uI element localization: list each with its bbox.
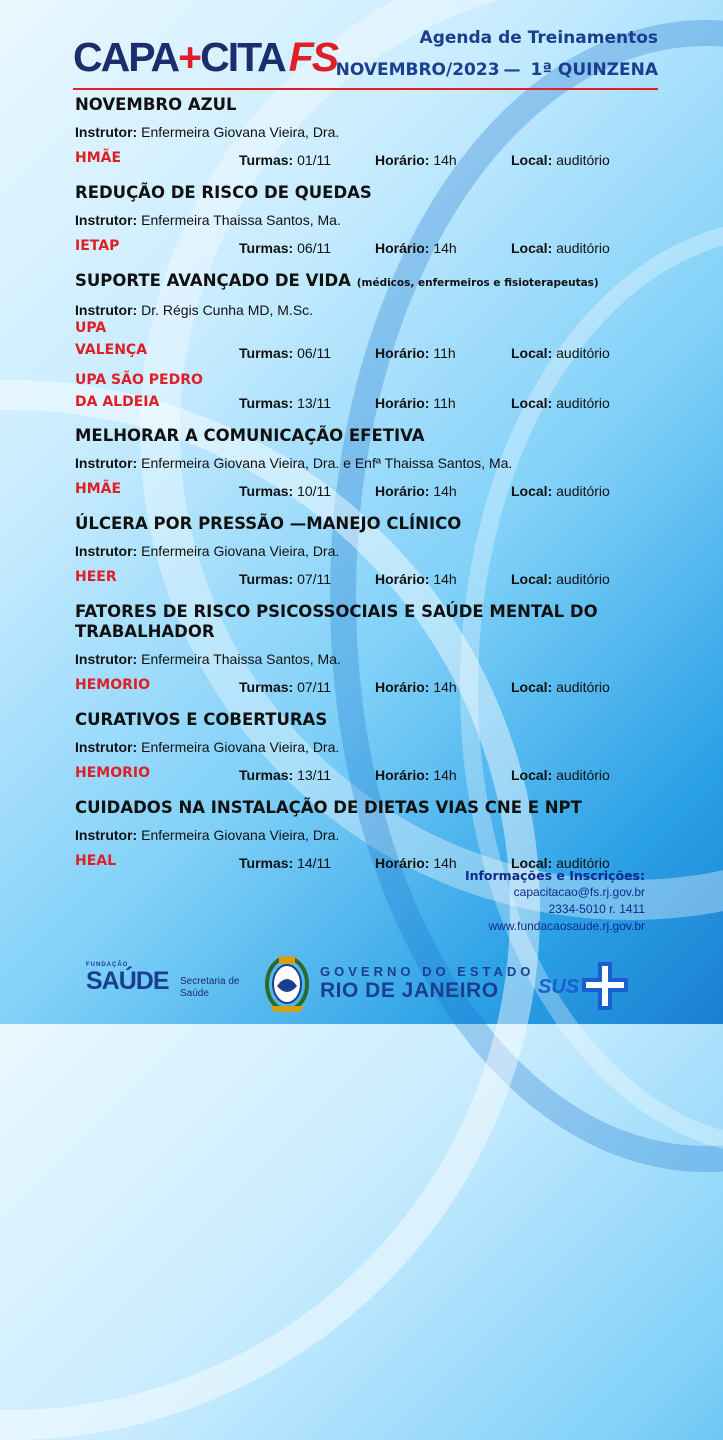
capacita-fs-logo: CAPA+CITAFS: [73, 34, 338, 80]
secretaria-saude-logo: Secretaria de Saúde: [180, 976, 240, 999]
contact-website[interactable]: www.fundacaosaude.rj.gov.br: [488, 919, 645, 933]
session-unit: IETAP: [75, 238, 120, 254]
session-unit: HMÃE: [75, 481, 122, 497]
session-local: Local: auditório: [511, 345, 610, 361]
session-horario: Horário: 14h: [375, 483, 457, 499]
state-seal-icon: [260, 950, 314, 1021]
session-local: Local: auditório: [511, 571, 610, 587]
course-title: CURATIVOS E COBERTURAS: [75, 710, 328, 729]
session-turmas: Turmas: 06/11: [239, 240, 332, 256]
course-list: [75, 95, 655, 886]
session-local: Local: auditório: [511, 679, 610, 695]
session-turmas: Turmas: 14/11: [239, 855, 332, 871]
course-title: MELHORAR A COMUNICAÇÃO EFETIVA: [75, 426, 425, 445]
session-horario: Horário: 14h: [375, 679, 457, 695]
session-local: Local: auditório: [511, 855, 610, 871]
header: [73, 26, 658, 92]
session-horario: Horário: 14h: [375, 152, 457, 168]
course-instructor: Instrutor: Enfermeira Thaissa Santos, Ma.: [75, 212, 341, 228]
session-turmas: Turmas: 13/11: [239, 395, 332, 411]
course-item: [75, 514, 655, 589]
course-title: FATORES DE RISCO PSICOSSOCIAIS E SAÚDE MENTAL DO TRABALHADOR: [75, 602, 598, 641]
session-local: Local: auditório: [511, 767, 610, 783]
session-turmas: Turmas: 06/11: [239, 345, 332, 361]
session-row: [75, 567, 655, 589]
session-local: Local: auditório: [511, 483, 610, 499]
session-turmas: Turmas: 01/11: [239, 152, 332, 168]
contact-info: [465, 867, 645, 935]
session-unit: UPA VALENÇA: [75, 320, 148, 358]
session-turmas: Turmas: 07/11: [239, 571, 332, 587]
period-subtitle: NOVEMBRO/2023 — 1ª QUINZENA: [335, 60, 658, 80]
session-row: [75, 479, 655, 501]
course-instructor: Instrutor: Enfermeira Giovana Vieira, Dra.: [75, 827, 340, 843]
agenda-title: Agenda de Treinamentos: [419, 28, 658, 48]
course-instructor: Instrutor: Enfermeira Giovana Vieira, Dra.: [75, 543, 340, 559]
session-turmas: Turmas: 10/11: [239, 483, 332, 499]
course-item: [75, 798, 655, 873]
session-row: [75, 675, 655, 697]
session-unit: HEER: [75, 569, 117, 585]
course-title: REDUÇÃO DE RISCO DE QUEDAS: [75, 183, 372, 202]
course-title: ÚLCERA POR PRESSÃO —MANEJO CLÍNICO: [75, 514, 462, 533]
course-title: SUPORTE AVANÇADO DE VIDA (médicos, enfermeiros e fisioterapeutas): [75, 271, 599, 290]
governo-rj-logo: GOVERNO DO ESTADO RIO DE JANEIRO: [320, 964, 535, 1002]
session-unit: HMÃE: [75, 150, 122, 166]
course-item: [75, 602, 655, 697]
course-instructor: Instrutor: Enfermeira Thaissa Santos, Ma.: [75, 651, 341, 667]
session-turmas: Turmas: 13/11: [239, 767, 332, 783]
course-instructor: Instrutor: Dr. Régis Cunha MD, M.Sc.: [75, 302, 314, 318]
course-item: [75, 95, 655, 170]
session-horario: Horário: 11h: [375, 395, 456, 411]
course-item: [75, 183, 655, 258]
session-horario: Horário: 14h: [375, 240, 457, 256]
session-row: [75, 369, 655, 413]
contact-phone: 2334-5010 r. 1411: [548, 902, 645, 916]
fundacao-saude-logo: FUNDAÇÃO SAÚDE: [86, 962, 169, 995]
session-horario: Horário: 14h: [375, 855, 457, 871]
session-unit: UPA SÃO PEDRO DA ALDEIA: [75, 372, 203, 410]
session-row: [75, 319, 655, 363]
course-item: [75, 426, 655, 501]
course-note: (médicos, enfermeiros e fisioterapeutas): [356, 277, 599, 289]
session-horario: Horário: 11h: [375, 345, 456, 361]
course-instructor: Instrutor: Enfermeira Giovana Vieira, Dra.: [75, 124, 340, 140]
session-unit: HEAL: [75, 853, 117, 869]
session-turmas: Turmas: 07/11: [239, 679, 332, 695]
contact-email[interactable]: capacitacao@fs.rj.gov.br: [513, 885, 645, 899]
session-horario: Horário: 14h: [375, 571, 457, 587]
course-title: CUIDADOS NA INSTALAÇÃO DE DIETAS VIAS CNE E NPT: [75, 798, 582, 817]
session-local: Local: auditório: [511, 240, 610, 256]
sus-logo: SUS: [538, 960, 630, 1017]
course-instructor: Instrutor: Enfermeira Giovana Vieira, Dra. e Enfª Thaissa Santos, Ma.: [75, 455, 513, 471]
course-title: NOVEMBRO AZUL: [75, 95, 237, 114]
header-divider: [73, 88, 658, 90]
session-row: [75, 763, 655, 785]
session-unit: HEMORIO: [75, 765, 151, 781]
session-row: [75, 148, 655, 170]
session-unit: HEMORIO: [75, 677, 151, 693]
course-item: [75, 710, 655, 785]
session-row: [75, 236, 655, 258]
course-item: [75, 271, 655, 413]
contact-heading: Informações e Inscrições:: [464, 868, 645, 883]
session-horario: Horário: 14h: [375, 767, 457, 783]
session-local: Local: auditório: [511, 395, 610, 411]
footer-logos: [0, 950, 723, 1024]
session-local: Local: auditório: [511, 152, 610, 168]
course-instructor: Instrutor: Enfermeira Giovana Vieira, Dra.: [75, 739, 340, 755]
